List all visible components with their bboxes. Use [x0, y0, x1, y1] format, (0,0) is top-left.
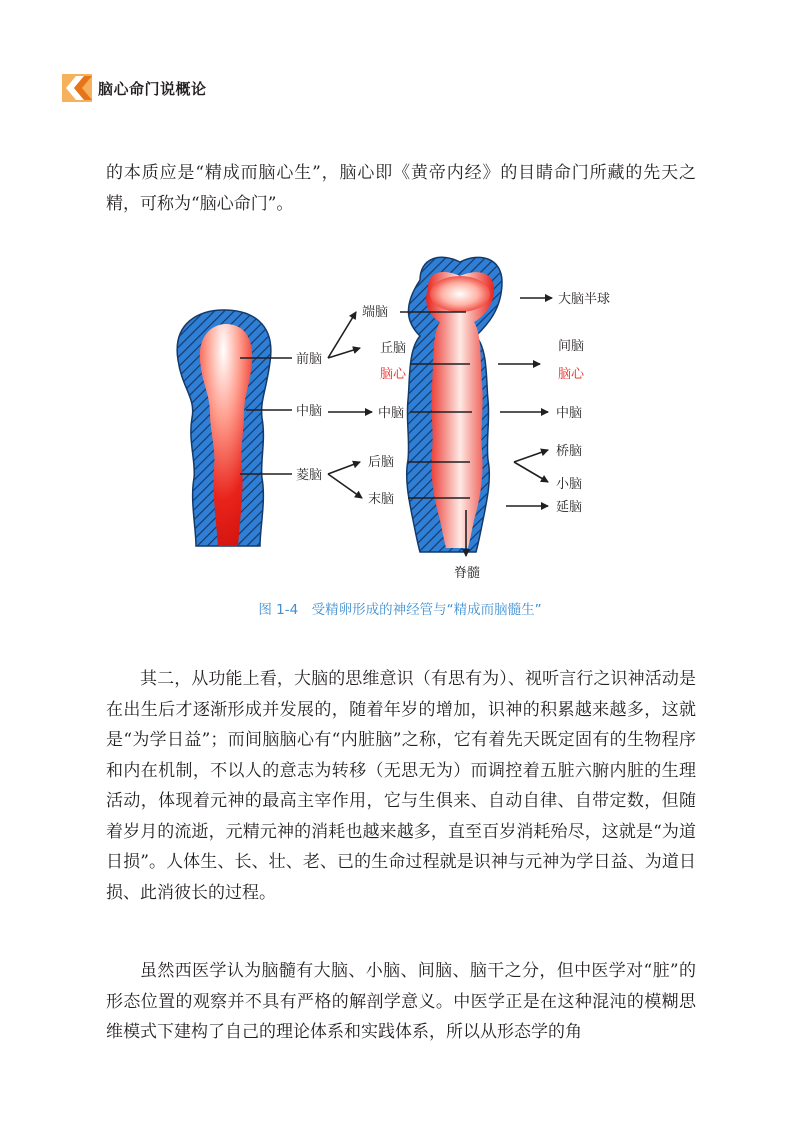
label-xiaonao: 小脑 — [556, 477, 583, 492]
left-neural-tube — [177, 310, 271, 546]
label-lingnao: 菱脑 — [296, 468, 323, 483]
label-qiaonao: 桥脑 — [556, 444, 583, 459]
running-header — [62, 72, 207, 104]
neural-tube-figure — [0, 240, 800, 600]
paragraph-1: 的本质应是“精成而脑心生”，脑心即《黄帝内经》的目睛命门所藏的先天之精，可称为“脑心命门”。 — [106, 163, 696, 214]
label-jiannao: 间脑 — [558, 339, 585, 354]
label-zhongnao-right: 中脑 — [556, 406, 583, 421]
label-duannao: 端脑 — [362, 305, 389, 320]
label-hounao: 后脑 — [368, 455, 395, 470]
right-neural-tube — [407, 257, 502, 552]
label-qiunao: 丘脑 — [380, 341, 407, 356]
label-zhongnao-left: 中脑 — [296, 404, 323, 419]
figure-caption: 图 1-4 受精卵形成的神经管与“精成而脑髓生” — [258, 602, 542, 618]
label-zhongnao-middle: 中脑 — [378, 406, 405, 421]
label-naoxin-right: 脑心 — [558, 367, 585, 382]
chevron-mark-icon — [62, 74, 92, 102]
header-title: 脑心命门说概论 — [98, 79, 207, 98]
label-qiannao: 前脑 — [296, 352, 323, 367]
label-jisui: 脊髓 — [454, 566, 481, 581]
label-naoxin-middle: 脑心 — [380, 367, 407, 382]
label-yannao: 延脑 — [556, 500, 583, 515]
label-danao: 大脑半球 — [558, 292, 611, 307]
paragraph-3: 虽然西医学认为脑髓有大脑、小脑、间脑、脑干之分，但中医学对“脏”的形态位置的观察并不具有严格的解剖学意义。中医学正是在这种混沌的模糊思维模式下建构了自己的理论体系和实践体系，所以从形态学的角 — [106, 961, 696, 1042]
paragraph-2: 其二，从功能上看，大脑的思维意识（有思有为）、视听言行之识神活动是在出生后才逐渐形成并发展的，随着年岁的增加，识神的积累越来越多，这就是“为学日益”；而间脑脑心有“内脏脑”之称，它有着先天既定固有的生物程序和内在机制，不以人的意志为转移（无思无为）而调控着五脏六腑内脏的生理活动，体现着元神的最高主宰作用，它与生俱来、自动自律、自带定数，但随着岁月的流逝，元精元神的消耗也越来越多，直至百岁消耗殆尽，这就是“为道日损”。人体生、长、壮、老、已的生命过程就是识神与元神为学日益、为道日损、此消彼长的过程。 — [106, 669, 696, 903]
label-monao: 末脑 — [368, 492, 395, 507]
